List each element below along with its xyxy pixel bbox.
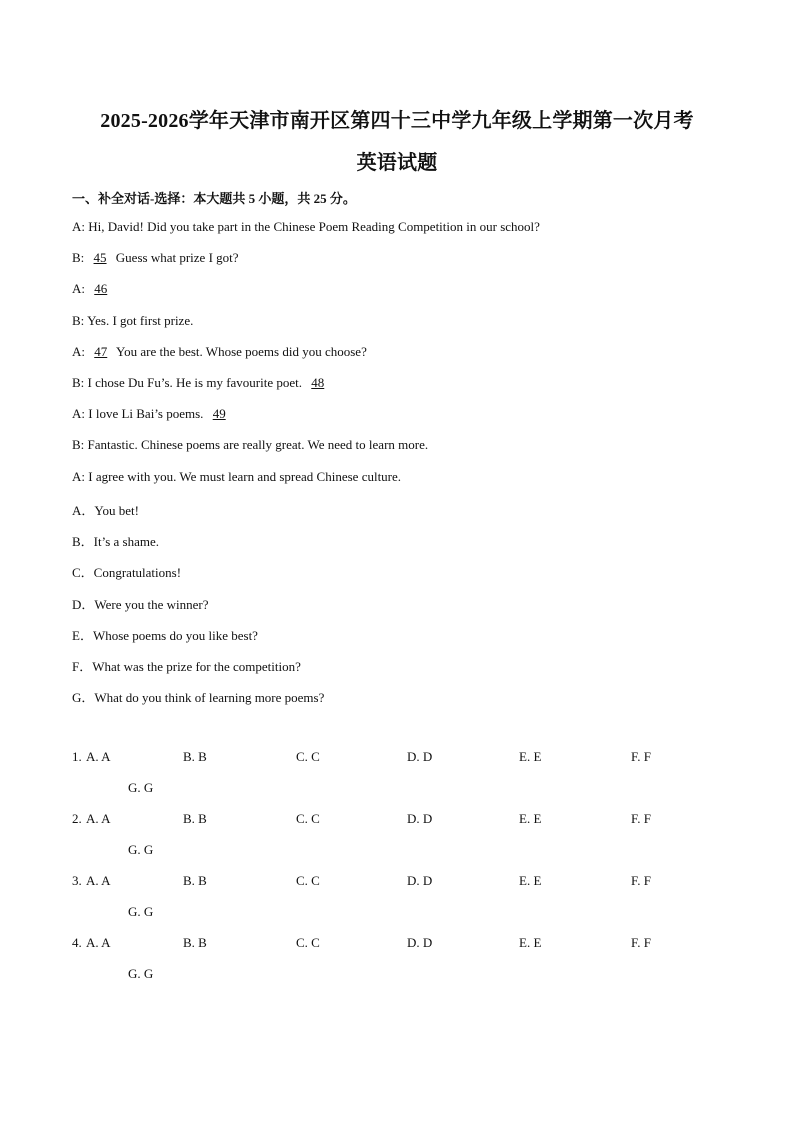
choice-letter: B． <box>72 534 94 550</box>
answer-option[interactable]: E. E <box>519 873 542 888</box>
answer-option[interactable]: E. E <box>519 811 542 826</box>
answer-option[interactable]: F. F <box>631 811 651 826</box>
answer-option[interactable]: G. G <box>128 966 154 981</box>
speaker-label: A: <box>72 281 89 297</box>
dialogue-line <box>72 437 428 453</box>
answer-option[interactable]: B. B <box>183 749 207 764</box>
question-number: 1. <box>72 749 82 764</box>
choice-text: You bet! <box>94 503 139 518</box>
dialogue-text: Hi, David! Did you take part in the Chinese Poem Reading Competition in our school? <box>88 219 540 234</box>
answer-option[interactable]: B. B <box>183 873 207 888</box>
answer-option[interactable]: C. C <box>296 935 320 950</box>
choice-letter: A． <box>72 503 95 518</box>
question-number: 4. <box>72 935 82 950</box>
answer-option[interactable]: G. G <box>128 842 154 857</box>
answer-option[interactable]: F. F <box>631 873 651 888</box>
section-header: 一、补全对话-选择：本大题共 5 小题，共 25 分。 <box>72 191 356 206</box>
document-subtitle: 英语试题 <box>356 152 438 174</box>
dialogue-text: Guess what prize I got? <box>112 250 239 266</box>
choice-letter: C． <box>72 565 94 581</box>
dialogue-line <box>72 406 232 422</box>
question-number: 3. <box>72 873 82 888</box>
answer-blank: 48 <box>311 375 325 390</box>
dialogue-line <box>72 250 239 266</box>
choice-letter: F． <box>72 659 93 674</box>
choice-text: What was the prize for the competition? <box>92 659 301 674</box>
choice-item <box>72 687 324 706</box>
choice-item <box>72 625 258 644</box>
answer-option[interactable]: A. A <box>86 873 111 888</box>
choice-item <box>72 656 301 675</box>
answer-option[interactable]: C. C <box>296 873 320 888</box>
choice-item <box>72 531 159 550</box>
choice-letter: D． <box>72 596 95 612</box>
answer-option[interactable]: D. D <box>407 873 433 888</box>
dialogue-line <box>72 281 113 297</box>
answer-option[interactable]: B. B <box>183 935 207 950</box>
answer-blank: 45 <box>93 250 107 266</box>
dialogue-text: I chose Du Fu’s. He is my favourite poet. <box>87 375 306 390</box>
answer-option[interactable]: E. E <box>519 935 542 950</box>
question-number: 2. <box>72 811 82 826</box>
answer-option[interactable]: E. E <box>519 749 542 764</box>
speaker-label: A: <box>72 219 89 234</box>
choice-item <box>72 562 181 581</box>
answer-option[interactable]: F. F <box>631 749 651 764</box>
choice-text: Whose poems do you like best? <box>92 627 258 643</box>
answer-option[interactable]: G. G <box>128 904 154 919</box>
choice-letter: G． <box>72 690 95 706</box>
speaker-label: B: <box>72 312 88 328</box>
dialogue-line <box>72 344 367 360</box>
choice-item <box>72 594 209 613</box>
choice-item <box>72 500 139 519</box>
choice-text: It’s a shame. <box>93 534 160 550</box>
answer-option[interactable]: C. C <box>296 749 320 764</box>
answer-blank: 46 <box>94 281 108 297</box>
answer-option[interactable]: A. A <box>86 811 111 826</box>
dialogue-text: You are the best. Whose poems did you choose? <box>113 343 367 359</box>
answer-option[interactable]: D. D <box>407 811 433 826</box>
answer-option[interactable]: C. C <box>296 811 320 826</box>
dialogue-text: Yes. I got first prize. <box>87 312 194 328</box>
speaker-label: B: <box>72 250 88 266</box>
answer-option[interactable]: D. D <box>407 749 433 764</box>
dialogue-line <box>72 375 330 391</box>
answer-option[interactable]: D. D <box>407 935 433 950</box>
answer-blank: 49 <box>212 406 226 422</box>
document-title: 2025-2026学年天津市南开区第四十三中学九年级上学期第一次月考 <box>100 110 694 132</box>
dialogue-text: I agree with you. We must learn and spread Chinese culture. <box>88 468 402 484</box>
speaker-label: B: <box>72 375 88 390</box>
answer-option[interactable]: A. A <box>86 935 111 950</box>
answer-option[interactable]: A. A <box>86 749 111 764</box>
dialogue-line <box>72 469 401 485</box>
speaker-label: A: <box>72 343 89 359</box>
speaker-label: B: <box>72 437 88 453</box>
answer-option[interactable]: G. G <box>128 780 154 795</box>
dialogue-text: Fantastic. Chinese poems are really great. We need to learn more. <box>87 437 429 453</box>
choice-text: What do you think of learning more poems? <box>94 690 325 706</box>
choice-letter: E． <box>72 627 93 643</box>
speaker-label: A: <box>72 468 89 484</box>
answer-option[interactable]: F. F <box>631 935 651 950</box>
answer-blank: 47 <box>94 343 108 359</box>
speaker-label: A: <box>72 406 89 422</box>
answer-option[interactable]: B. B <box>183 811 207 826</box>
dialogue-text: I love Li Bai’s poems. <box>88 406 207 422</box>
dialogue-line <box>72 219 540 235</box>
choice-text: Were you the winner? <box>94 596 209 612</box>
dialogue-line <box>72 313 193 329</box>
choice-text: Congratulations! <box>93 565 182 581</box>
